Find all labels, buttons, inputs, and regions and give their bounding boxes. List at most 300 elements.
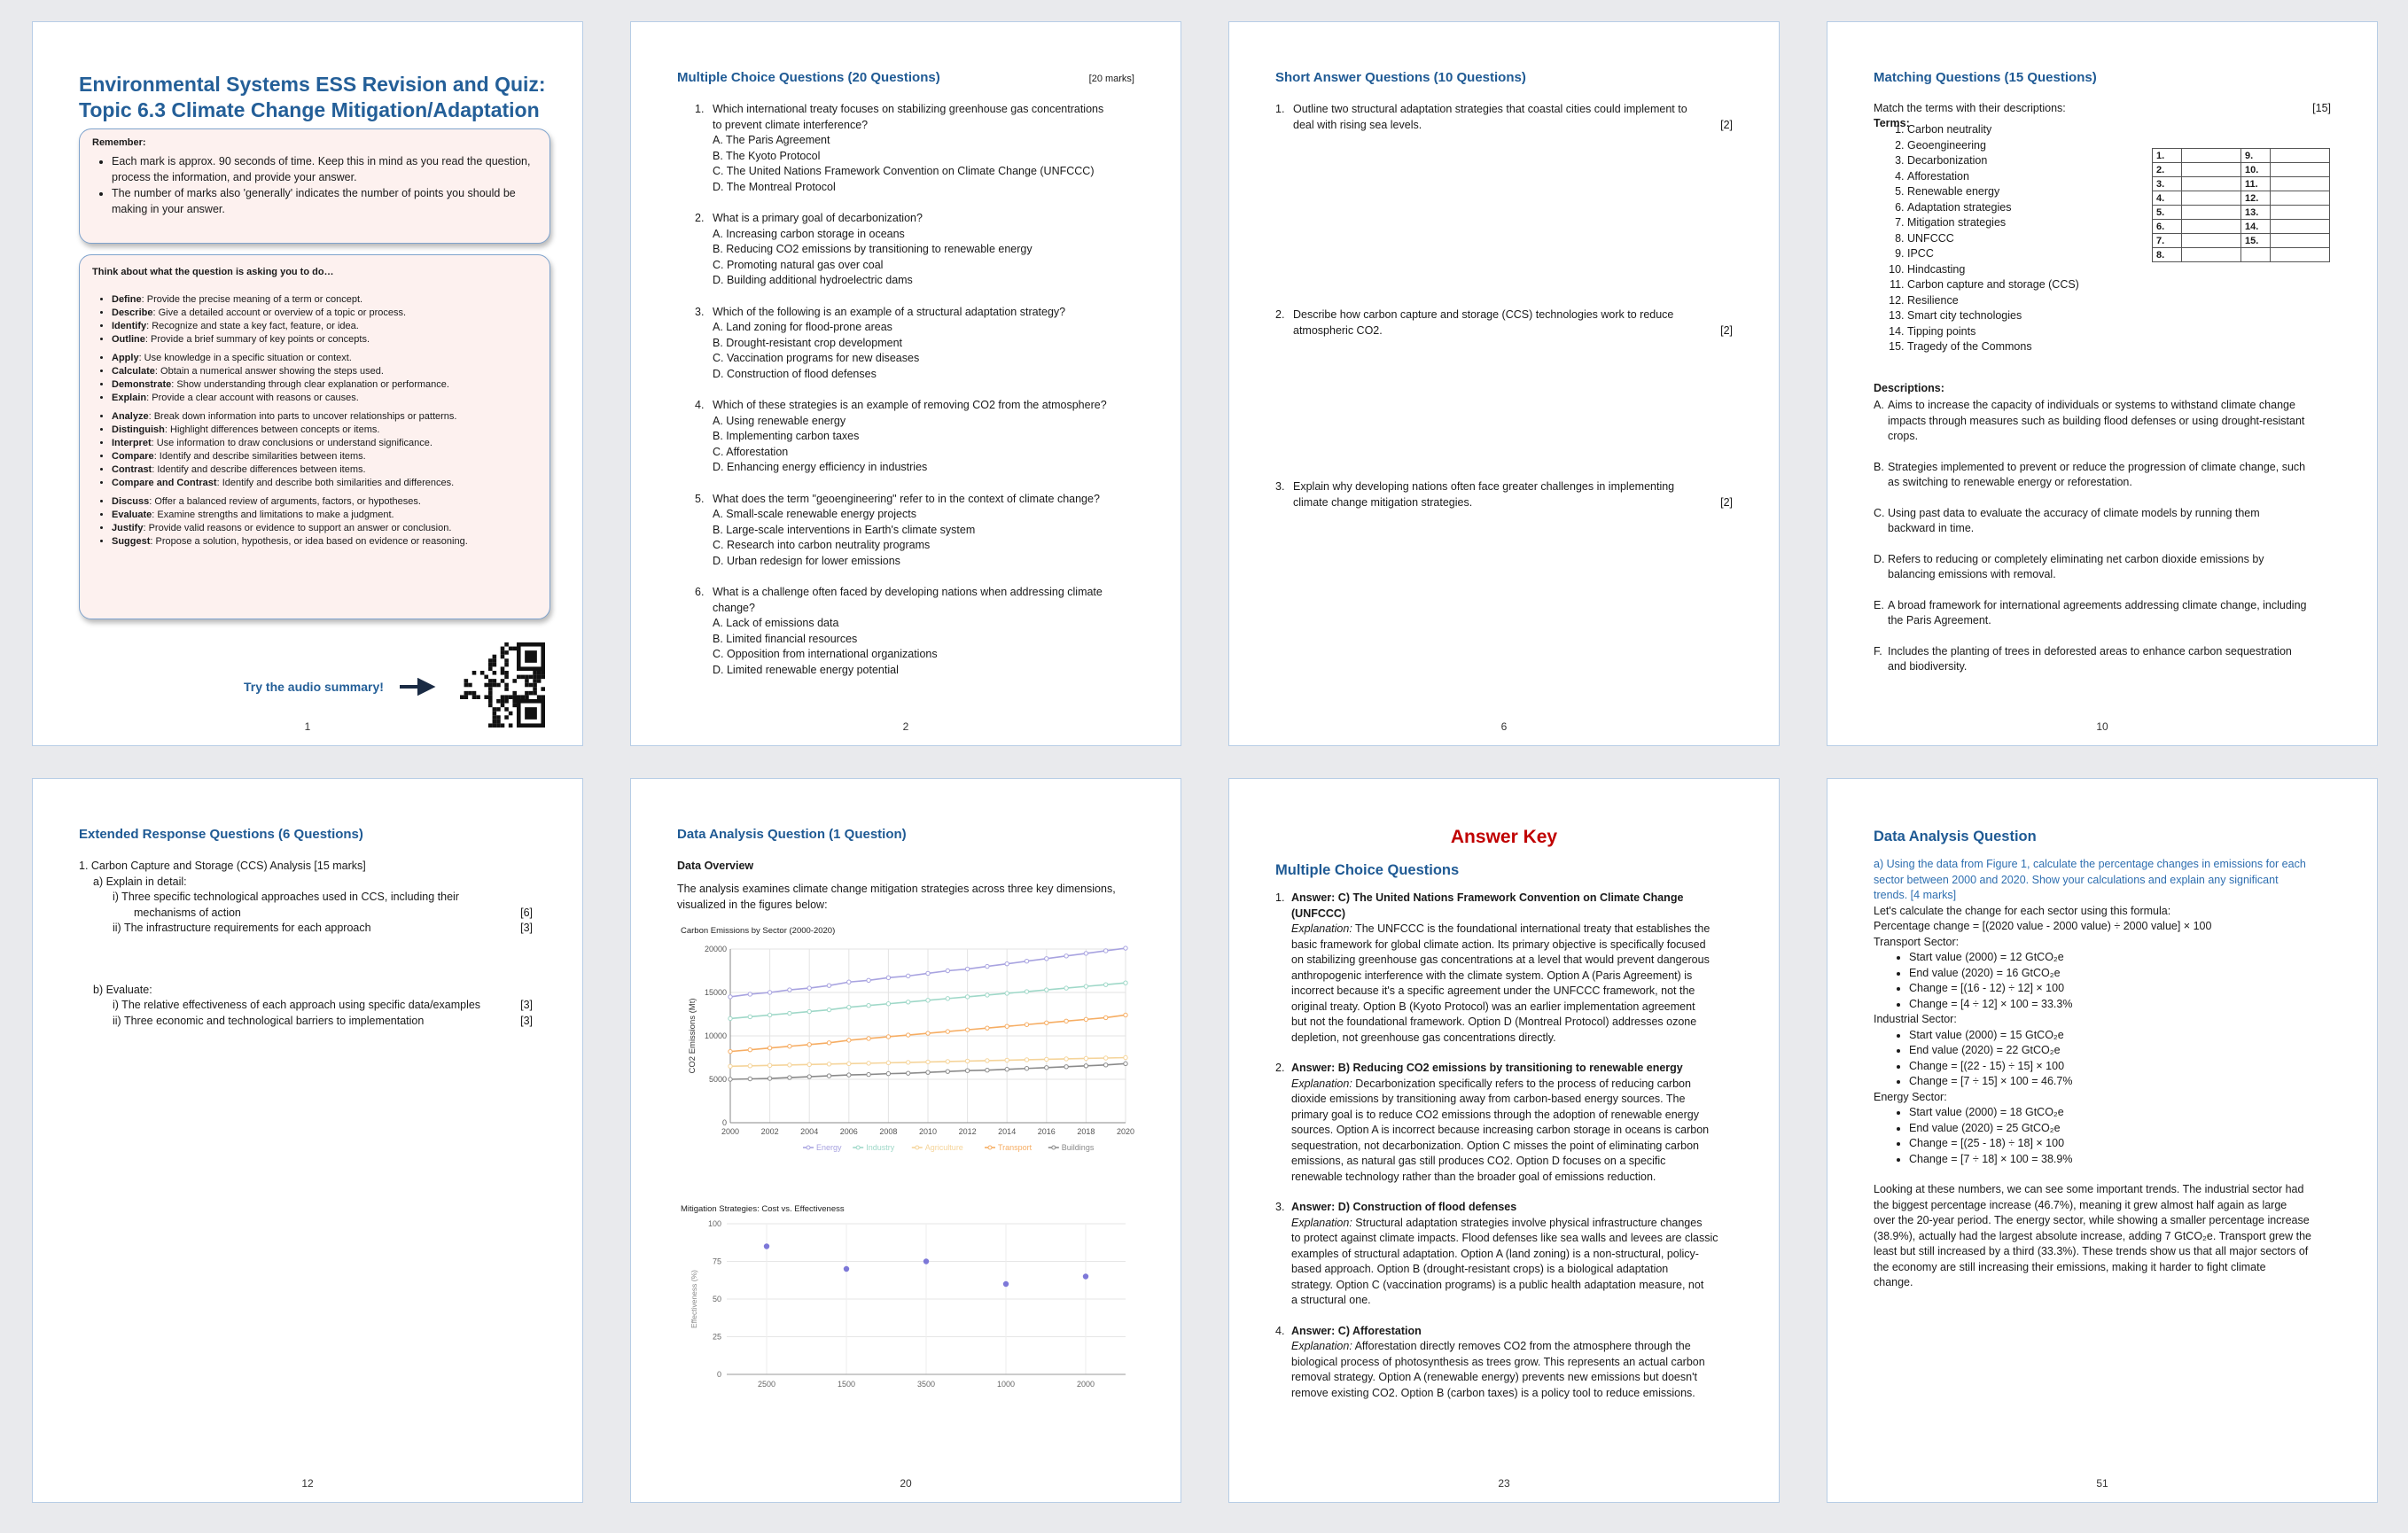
data-point (1045, 1066, 1048, 1070)
question-text: Outline two structural adaptation strategies that coastal cities could implement to (1293, 103, 1687, 115)
answer-text: Answer: B) Reducing CO2 emissions by transitioning to renewable energy (1291, 1062, 1683, 1074)
qr-module (464, 683, 469, 688)
term-item: 2. Geoengineering (1907, 138, 2079, 154)
qr-module (525, 695, 529, 699)
list-item: • Start value (2000) = 12 GtCO₂e (1909, 950, 2342, 966)
data-point (886, 976, 890, 979)
page-7 (1228, 778, 1780, 1503)
grid-number: 4. (2153, 191, 2182, 206)
data-point (986, 1026, 989, 1030)
page-number: 10 (2096, 720, 2108, 733)
explanation-text: biological process of photosynthesis as trees grow. This represents an actual carbon (1291, 1355, 1705, 1368)
qr-module (529, 675, 534, 680)
data-point (768, 1063, 771, 1067)
scatter-point (764, 1243, 769, 1249)
data-point (768, 1047, 771, 1050)
qr-module (525, 679, 529, 683)
description-letter: D. (1874, 552, 1885, 565)
explanation-label: Explanation: (1291, 922, 1352, 935)
x-tick-label: 3500 (916, 1380, 936, 1389)
description-text: Using past data to evaluate the accuracy of climate models by running them (1888, 506, 2260, 519)
command-term-desc: : Identify and describe both similarities and differences. (216, 478, 455, 488)
question-text: Which of the following is an example of a structural adaptation strategy? (713, 305, 1066, 318)
answer-option: C. Afforestation (713, 445, 789, 458)
question-prompt (1874, 857, 2342, 904)
data-point (1005, 1068, 1009, 1071)
grid-answer-cell[interactable] (2271, 191, 2330, 206)
data-point (965, 1069, 969, 1072)
qr-module (521, 695, 526, 699)
calculation-body (1874, 857, 2342, 1291)
x-tick-label: 2018 (1077, 1127, 1095, 1136)
qr-module (541, 671, 545, 675)
qr-module (537, 675, 542, 680)
question-number: 2. (1275, 308, 1285, 321)
grid-answer-cell[interactable] (2182, 149, 2241, 163)
question-text: climate change mitigation strategies. (1293, 495, 1473, 509)
answer-number: 1. (1275, 891, 1285, 904)
explanation-text: depletion, not greenhouse gas concentrations directly. (1291, 1031, 1556, 1044)
page-number: 1 (304, 720, 311, 733)
description-text: backward in time. (1888, 522, 1975, 534)
sector-heading: Transport Sector: (1874, 935, 1960, 948)
data-point (886, 1071, 890, 1075)
command-term-item (112, 535, 537, 549)
answer-option: B. The Kyoto Protocol (713, 149, 821, 162)
summary-line: the economy are still increasing their emissions, making it harder to fight climate (1874, 1260, 2266, 1273)
explanation-text: sources. Option A is incorrect because increasing carbon storage in oceans is carbon (1291, 1124, 1710, 1136)
data-point (1124, 946, 1127, 950)
description-letter: A. (1874, 399, 1884, 411)
grid-answer-cell[interactable] (2182, 220, 2241, 234)
data-overview-text (677, 882, 1116, 913)
data-point (867, 1072, 870, 1076)
audio-summary-link[interactable] (244, 678, 439, 696)
mcq-question (695, 211, 1145, 289)
command-term: Discuss (112, 496, 150, 507)
data-point (748, 1047, 752, 1051)
grid-answer-cell[interactable] (2271, 234, 2330, 248)
question-number: 3. (1275, 480, 1285, 493)
y-axis-label: Effectiveness (%) (690, 1270, 698, 1328)
command-term-item (112, 392, 537, 405)
command-term: Analyze (112, 411, 149, 422)
mark-label: [3] (520, 922, 533, 934)
command-term: Interpret (112, 438, 152, 448)
question-text: atmospheric CO2. (1293, 323, 1383, 337)
command-term-item (112, 333, 537, 346)
data-point (946, 969, 949, 972)
grid-row (2153, 149, 2330, 163)
qr-module (493, 715, 497, 720)
part-b-label: b) Evaluate: (93, 983, 152, 996)
answer-number: 2. (1275, 1062, 1285, 1074)
question-line: trends. [4 marks] (1874, 889, 1957, 901)
term-item: 3. Decarbonization (1907, 153, 2079, 169)
description-item (1874, 552, 2342, 583)
grid-answer-cell[interactable] (2182, 234, 2241, 248)
data-point (946, 1070, 949, 1073)
y-tick-label: 50 (712, 1295, 721, 1303)
data-point (847, 1039, 851, 1042)
qr-module (488, 704, 493, 708)
term-item: 5. Renewable energy (1907, 184, 2079, 200)
answer-option: B. Reducing CO2 emissions by transitioning to renewable energy (713, 243, 1033, 255)
matching-instruction: Match the terms with their descriptions: (1874, 102, 2066, 114)
data-point (907, 1071, 910, 1075)
qr-module (533, 687, 537, 691)
command-term-desc: : Identify and describe differences between items. (152, 464, 366, 475)
qr-module (496, 715, 501, 720)
list-item: • Change = [7 ÷ 18] × 100 = 38.9% (1909, 1152, 2342, 1168)
qr-module (541, 695, 545, 699)
mark-label: [2] (1720, 323, 1733, 337)
qr-module (517, 675, 521, 680)
y-tick-label: 100 (707, 1219, 721, 1228)
command-term-desc: : Offer a balanced review of arguments, factors, or hypotheses. (149, 496, 421, 507)
description-item (1874, 506, 2342, 537)
qr-module (468, 691, 472, 696)
summary-line: over the 20-year period. The energy sector, while showing a smaller percentage increase (1874, 1214, 2310, 1226)
grid-answer-cell[interactable] (2271, 206, 2330, 220)
x-tick-label: 1000 (996, 1380, 1016, 1389)
sector-heading: Energy Sector: (1874, 1090, 1947, 1103)
data-point (1045, 988, 1048, 992)
grid-row (2153, 191, 2330, 206)
question-number: 1. (1275, 103, 1285, 115)
page-4 (1827, 21, 2378, 746)
arrow-right-icon (398, 678, 439, 696)
part-text: mechanisms of action (134, 906, 241, 919)
terms-heading: Terms: (1874, 117, 1910, 129)
qr-module (517, 695, 521, 699)
page-number: 2 (902, 720, 909, 733)
chart-title: Mitigation Strategies: Cost vs. Effectiveness (681, 1204, 845, 1214)
qr-module (484, 675, 488, 680)
part-a-ii (79, 921, 533, 937)
legend-label[interactable]: Energy (816, 1143, 842, 1152)
data-point (1084, 984, 1087, 988)
term-item: 15. Tragedy of the Commons (1907, 339, 2079, 355)
data-point (788, 1045, 791, 1048)
answer-option: D. Construction of flood defenses (713, 367, 877, 380)
data-point (807, 1062, 811, 1066)
grid-answer-cell[interactable] (2271, 163, 2330, 177)
x-tick-label: 2008 (879, 1127, 898, 1136)
summary-line: least but still increased by a third (33.3%). These trends show us that all major sectors of (1874, 1245, 2309, 1257)
x-tick-label: 2006 (839, 1127, 858, 1136)
data-point (907, 1061, 910, 1064)
legend-swatch (1052, 1146, 1056, 1149)
answer-text: (UNFCCC) (1291, 907, 1346, 920)
legend-label[interactable]: Agriculture (924, 1143, 963, 1152)
qr-module (504, 707, 509, 712)
qr-module (472, 695, 477, 699)
answers-list (1275, 891, 1738, 1416)
qr-module (525, 683, 529, 688)
description-text: crops. (1888, 430, 1919, 442)
x-tick-label: 2010 (918, 1127, 938, 1136)
command-term-desc: : Obtain a numerical answer showing the steps used. (154, 366, 384, 377)
grid-number: 7. (2153, 234, 2182, 248)
command-term-item (112, 509, 537, 522)
qr-finder (525, 650, 537, 663)
qr-module (488, 699, 493, 704)
description-text: as switching to renewable energy or reforestation. (1888, 476, 2132, 488)
mark-label: [3] (520, 1014, 533, 1027)
term-item: 12. Resilience (1907, 293, 2079, 309)
grid-answer-cell[interactable] (2182, 177, 2241, 191)
page-title (79, 72, 546, 123)
short-answer-question (1275, 479, 1733, 510)
answer-text: Answer: C) The United Nations Framework Convention on Climate Change (1291, 891, 1684, 904)
explanation-text: sequestration, not decarbonization. Option C misses the point of eliminating carbon (1291, 1139, 1699, 1152)
question-text: change? (713, 601, 755, 614)
data-point (748, 1064, 752, 1068)
terms-list (1874, 122, 2079, 355)
list-item: • End value (2020) = 25 GtCO₂e (1909, 1121, 2342, 1137)
answer-option: C. Opposition from international organizations (713, 648, 938, 660)
explanation-text: remove existing CO2. Option B (carbon taxes) is a policy tool to reduce emissions. (1291, 1386, 1695, 1399)
answer-option: B. Large-scale interventions in Earth's climate system (713, 523, 976, 536)
grid-number: 10. (2241, 163, 2271, 177)
section-heading: Data Analysis Question (1874, 829, 2037, 844)
data-point (729, 1078, 732, 1081)
answer-option: A. Lack of emissions data (713, 617, 839, 629)
qr-module (537, 695, 542, 699)
data-point (986, 1059, 989, 1062)
command-group-2 (92, 352, 537, 405)
data-point (907, 1033, 910, 1037)
descriptions-heading: Descriptions: (1874, 382, 1944, 394)
list-item: • End value (2020) = 16 GtCO₂e (1909, 966, 2342, 982)
command-term-item (112, 365, 537, 378)
data-point (926, 1060, 930, 1063)
grid-row (2153, 234, 2330, 248)
qr-module (501, 655, 505, 659)
data-point (748, 1077, 752, 1080)
answer-option: D. Building additional hydroelectric dams (713, 274, 913, 286)
command-term-desc: : Give a detailed account or overview of a topic or process. (152, 307, 407, 318)
mcq-question (695, 305, 1145, 383)
command-term: Define (112, 294, 142, 305)
command-term-item (112, 424, 537, 437)
grid-number: 13. (2241, 206, 2271, 220)
data-point (847, 1073, 851, 1077)
explanation-text: incorrect because it's a specific agreement under the UNFCCC framework, not the (1291, 984, 1695, 997)
qr-module (537, 671, 542, 675)
command-terms-box (79, 254, 550, 619)
legend-label[interactable]: Industry (866, 1143, 895, 1152)
data-point (1104, 1056, 1108, 1060)
data-point (867, 978, 870, 982)
description-item (1874, 398, 2342, 445)
explanation-text: examples of structural adaptation. Option A (land zoning) is a non-structural, policy- (1291, 1247, 1699, 1260)
data-point (926, 999, 930, 1002)
data-point (1104, 1016, 1108, 1019)
question-number: 4. (695, 399, 705, 411)
question-text: Explain why developing nations often face greater challenges in implementing (1293, 480, 1675, 493)
qr-module (537, 679, 542, 683)
data-point (768, 991, 771, 994)
command-term: Distinguish (112, 424, 165, 435)
qr-module (488, 695, 493, 699)
question-text: deal with rising sea levels. (1293, 118, 1422, 131)
answer-option: A. Small-scale renewable energy projects (713, 508, 916, 520)
description-text: the Paris Agreement. (1888, 614, 1991, 626)
qr-module (541, 675, 545, 680)
description-letter: C. (1874, 506, 1885, 519)
term-item: 6. Adaptation strategies (1907, 200, 2079, 216)
list-item: • Change = [7 ÷ 15] × 100 = 46.7% (1909, 1074, 2342, 1090)
legend-label[interactable]: Transport (998, 1143, 1033, 1152)
grid-row (2153, 248, 2330, 262)
list-item: • Change = [(22 - 15) ÷ 15] × 100 (1909, 1059, 2342, 1075)
list-item: • Start value (2000) = 18 GtCO₂e (1909, 1105, 2342, 1121)
grid-row (2153, 206, 2330, 220)
qr-module (501, 679, 505, 683)
grid-number: 1. (2153, 149, 2182, 163)
question-text: What is a primary goal of decarbonization? (713, 212, 923, 224)
grid-answer-cell[interactable] (2182, 191, 2241, 206)
grid-answer-cell[interactable] (2271, 149, 2330, 163)
answer-item (1275, 1324, 1738, 1402)
grid-number: 3. (2153, 177, 2182, 191)
summary-line: (38.9%), actually had the largest absolute increase, adding 7 GtCO₂e. Transport grew the (1874, 1229, 2312, 1242)
legend-swatch (856, 1146, 860, 1149)
grid-answer-cell[interactable] (2182, 248, 2241, 262)
term-item: 11. Carbon capture and storage (CCS) (1907, 277, 2079, 293)
answer-number: 4. (1275, 1324, 1285, 1337)
x-tick-label: 2012 (958, 1127, 977, 1136)
data-point (729, 1049, 732, 1053)
command-term-desc: : Identify and describe similarities between items. (153, 451, 366, 462)
command-term: Outline (112, 334, 145, 345)
list-item: • Change = [(25 - 18) ÷ 18] × 100 (1909, 1136, 2342, 1152)
title-line-2: Topic 6.3 Climate Change Mitigation/Adaptation (79, 98, 540, 121)
command-term: Contrast (112, 464, 152, 475)
x-tick-label: 2004 (800, 1127, 819, 1136)
answer-option: B. Drought-resistant crop development (713, 336, 902, 349)
grid-answer-cell[interactable] (2271, 220, 2330, 234)
list-item: • Start value (2000) = 15 GtCO₂e (1909, 1028, 2342, 1044)
data-point (1025, 1058, 1028, 1062)
explanation-text: on stabilizing greenhouse gas concentrations at a level that would prevent dangerous (1291, 953, 1710, 966)
qr-module (504, 658, 509, 663)
sector-calculation-list (1874, 1105, 2342, 1167)
list-item: • Change = [4 ÷ 12] × 100 = 33.3% (1909, 997, 2342, 1013)
qr-module (529, 691, 534, 696)
command-term-desc: : Recognize and state a key fact, feature, or idea. (146, 321, 359, 331)
qr-module (533, 683, 537, 688)
grid-number: 2. (2153, 163, 2182, 177)
question-text: Which international treaty focuses on stabilizing greenhouse gas concentrations (713, 103, 1104, 115)
title-line-1: Environmental Systems ESS Revision and Quiz: (79, 73, 546, 96)
data-point (1005, 992, 1009, 995)
qr-module (460, 695, 464, 699)
data-point (1104, 1063, 1108, 1067)
data-point (946, 1030, 949, 1033)
qr-module (501, 666, 505, 671)
command-term: Calculate (112, 366, 155, 377)
y-tick-label: 75 (712, 1257, 721, 1266)
description-letter: E. (1874, 598, 1884, 611)
data-point (729, 1064, 732, 1068)
page-6 (630, 778, 1181, 1503)
qr-module (509, 647, 513, 651)
data-point (729, 1016, 732, 1020)
data-point (926, 1070, 930, 1074)
section-heading: Multiple Choice Questions (1275, 862, 1460, 878)
term-item: 4. Afforestation (1907, 169, 2079, 185)
data-overview-heading: Data Overview (677, 860, 754, 872)
qr-module (501, 704, 505, 708)
page-2 (630, 21, 1181, 746)
data-point (867, 1037, 870, 1040)
x-tick-label: 2002 (760, 1127, 779, 1136)
explanation-text: a structural one. (1291, 1294, 1371, 1306)
qr-finder (525, 707, 537, 720)
grid-answer-cell[interactable] (2182, 163, 2241, 177)
data-point (827, 984, 830, 987)
term-item: 14. Tipping points (1907, 324, 2079, 340)
command-term-desc: : Propose a solution, hypothesis, or idea based on evidence or reasoning. (150, 536, 468, 547)
command-term-desc: : Examine strengths and limitations to make a judgment. (152, 510, 394, 520)
answer-option: C. The United Nations Framework Convention on Climate Change (UNFCCC) (713, 165, 1095, 177)
grid-answer-cell[interactable] (2271, 177, 2330, 191)
part-text: i) The relative effectiveness of each approach using specific data/examples (113, 999, 481, 1011)
command-term-item (112, 410, 537, 424)
data-point (1045, 1021, 1048, 1024)
data-point (1124, 1062, 1127, 1065)
data-point (1104, 949, 1108, 953)
answer-option: D. Limited renewable energy potential (713, 663, 899, 676)
qr-module (488, 691, 493, 696)
grid-answer-cell[interactable] (2182, 206, 2241, 220)
answer-option: A. Increasing carbon storage in oceans (713, 227, 905, 240)
qr-module (464, 679, 469, 683)
data-point (986, 964, 989, 968)
data-point (1025, 1023, 1028, 1026)
section-heading: Matching Questions (15 Questions) (1874, 70, 2097, 85)
data-point (867, 1004, 870, 1008)
answer-item (1275, 891, 1738, 1046)
description-text: impacts through measures such as building flood defenses or using drought-resistant (1888, 414, 2305, 427)
command-term: Compare (112, 451, 154, 462)
qr-code-icon[interactable] (460, 642, 545, 728)
legend-label[interactable]: Buildings (1061, 1143, 1095, 1152)
question-number: 1. (695, 103, 705, 115)
emissions-line-chart (677, 922, 1138, 1162)
x-tick-label: 2000 (1076, 1380, 1095, 1389)
x-tick-label: 2016 (1037, 1127, 1056, 1136)
data-point (886, 1061, 890, 1064)
data-point (1064, 954, 1068, 958)
command-term-item (112, 463, 537, 477)
qr-module (541, 687, 545, 691)
command-term: Describe (112, 307, 153, 318)
answer-option: A. The Paris Agreement (713, 134, 830, 146)
mark-label: [3] (520, 999, 533, 1011)
legend-swatch (807, 1146, 810, 1149)
grid-answer-cell[interactable] (2271, 248, 2330, 262)
data-point (965, 967, 969, 970)
explanation-text: to protect against climate impacts. Flood defenses like sea walls and levees are classic (1291, 1232, 1718, 1244)
sector-heading: Industrial Sector: (1874, 1013, 1957, 1025)
scatter-point (923, 1258, 929, 1264)
command-term-item (112, 307, 537, 320)
qr-module (504, 650, 509, 655)
